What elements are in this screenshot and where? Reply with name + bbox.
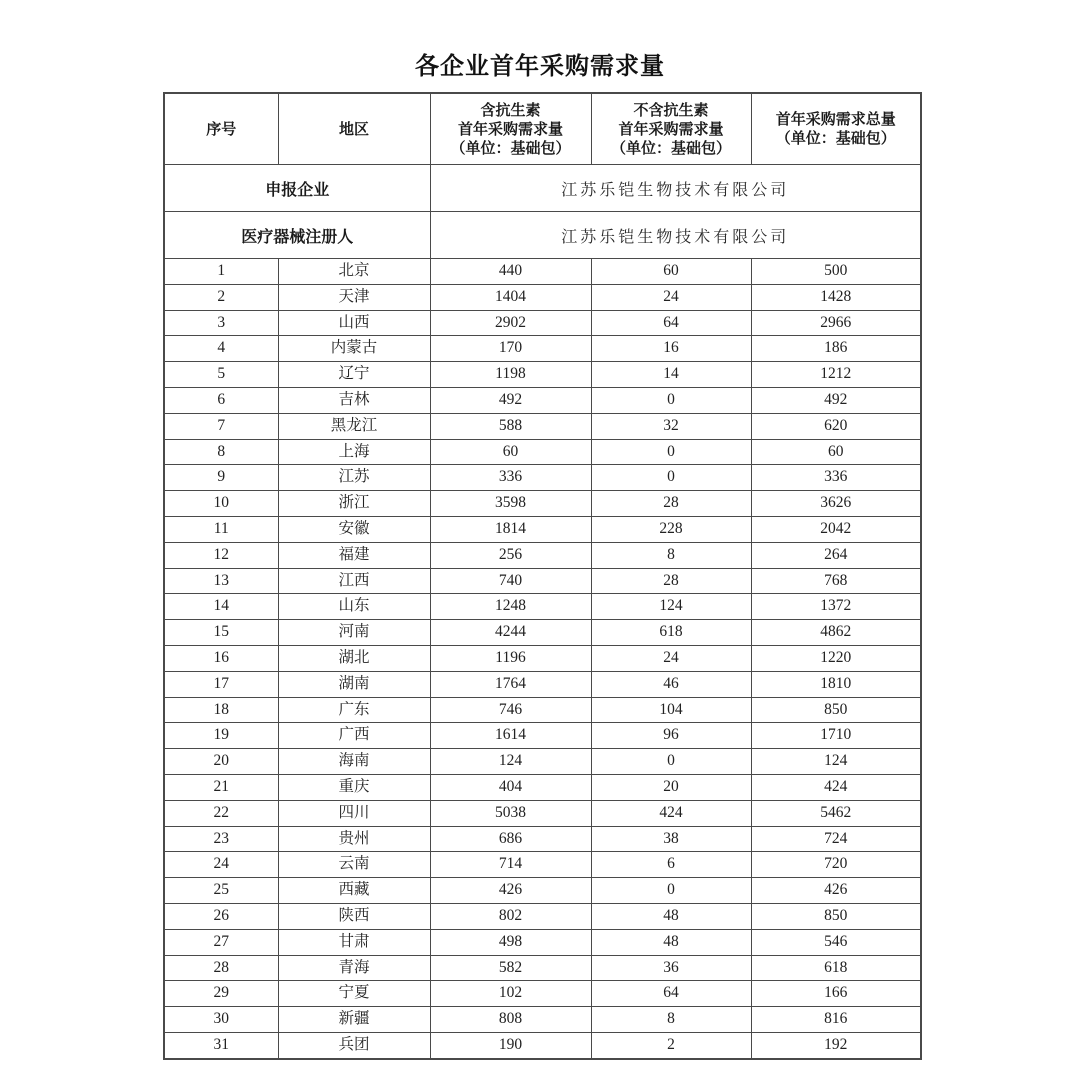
table-row xyxy=(164,697,921,723)
total-cell: 192 xyxy=(751,1032,921,1058)
row-number: 1 xyxy=(164,259,278,285)
with-antibiotics-cell: 4244 xyxy=(430,620,591,646)
total-cell: 5462 xyxy=(751,800,921,826)
with-antibiotics-cell: 1764 xyxy=(430,671,591,697)
total-cell: 720 xyxy=(751,852,921,878)
with-antibiotics-cell: 336 xyxy=(430,465,591,491)
table-row xyxy=(164,981,921,1007)
table-row xyxy=(164,878,921,904)
table-row xyxy=(164,310,921,336)
row-number: 17 xyxy=(164,671,278,697)
header-line: 序号 xyxy=(206,120,237,138)
row-number: 21 xyxy=(164,774,278,800)
header-line: 首年采购需求量 xyxy=(618,120,724,138)
header-region xyxy=(278,93,430,165)
region-cell: 青海 xyxy=(278,955,430,981)
table-row xyxy=(164,1032,921,1058)
row-number: 7 xyxy=(164,413,278,439)
table-row xyxy=(164,645,921,671)
table-row xyxy=(164,749,921,775)
row-number: 10 xyxy=(164,491,278,517)
row-number: 9 xyxy=(164,465,278,491)
header-line: 地区 xyxy=(338,120,369,138)
without-antibiotics-cell: 0 xyxy=(591,878,751,904)
without-antibiotics-cell: 6 xyxy=(591,852,751,878)
table-row xyxy=(164,826,921,852)
region-cell: 河南 xyxy=(278,620,430,646)
header-line: （单位：基础包） xyxy=(450,139,571,157)
region-cell: 西藏 xyxy=(278,878,430,904)
without-antibiotics-cell: 16 xyxy=(591,336,751,362)
total-cell: 4862 xyxy=(751,620,921,646)
header-line: 首年采购需求总量 xyxy=(775,111,896,128)
with-antibiotics-cell: 3598 xyxy=(430,491,591,517)
row-number: 28 xyxy=(164,955,278,981)
without-antibiotics-cell: 14 xyxy=(591,362,751,388)
with-antibiotics-cell: 492 xyxy=(430,387,591,413)
total-cell: 492 xyxy=(751,387,921,413)
table-row xyxy=(164,413,921,439)
with-antibiotics-cell: 440 xyxy=(430,259,591,285)
without-antibiotics-cell: 64 xyxy=(591,981,751,1007)
table-row xyxy=(164,594,921,620)
region-cell: 福建 xyxy=(278,542,430,568)
row-number: 29 xyxy=(164,981,278,1007)
total-cell: 816 xyxy=(751,1007,921,1033)
total-cell: 724 xyxy=(751,826,921,852)
row-number: 31 xyxy=(164,1032,278,1058)
region-cell: 云南 xyxy=(278,852,430,878)
with-antibiotics-cell: 802 xyxy=(430,903,591,929)
region-cell: 北京 xyxy=(278,259,430,285)
row-number: 15 xyxy=(164,620,278,646)
region-cell: 宁夏 xyxy=(278,981,430,1007)
with-antibiotics-cell: 740 xyxy=(430,568,591,594)
table-row xyxy=(164,542,921,568)
row-number: 23 xyxy=(164,826,278,852)
with-antibiotics-cell: 190 xyxy=(430,1032,591,1058)
row-number: 27 xyxy=(164,929,278,955)
header-line: 不含抗生素 xyxy=(633,101,709,119)
table-row xyxy=(164,336,921,362)
total-cell: 850 xyxy=(751,903,921,929)
region-cell: 黑龙江 xyxy=(278,413,430,439)
without-antibiotics-cell: 36 xyxy=(591,955,751,981)
table-row xyxy=(164,620,921,646)
header-without-antibiotics xyxy=(591,93,751,165)
header-line: （单位：基础包） xyxy=(610,139,731,157)
table-row xyxy=(164,723,921,749)
without-antibiotics-cell: 28 xyxy=(591,491,751,517)
with-antibiotics-cell: 1196 xyxy=(430,645,591,671)
total-cell: 2042 xyxy=(751,516,921,542)
region-cell: 天津 xyxy=(278,284,430,310)
region-cell: 湖南 xyxy=(278,671,430,697)
with-antibiotics-cell: 2902 xyxy=(430,310,591,336)
with-antibiotics-cell: 124 xyxy=(430,749,591,775)
info-rows xyxy=(164,165,921,259)
with-antibiotics-cell: 426 xyxy=(430,878,591,904)
with-antibiotics-cell: 102 xyxy=(430,981,591,1007)
with-antibiotics-cell: 588 xyxy=(430,413,591,439)
total-cell: 850 xyxy=(751,697,921,723)
table-row xyxy=(164,671,921,697)
region-cell: 四川 xyxy=(278,800,430,826)
total-cell: 186 xyxy=(751,336,921,362)
table-row xyxy=(164,259,921,285)
region-cell: 陕西 xyxy=(278,903,430,929)
row-number: 6 xyxy=(164,387,278,413)
row-number: 12 xyxy=(164,542,278,568)
info-row-registrant xyxy=(164,212,921,259)
region-cell: 江西 xyxy=(278,568,430,594)
region-cell: 山西 xyxy=(278,310,430,336)
total-cell: 424 xyxy=(751,774,921,800)
without-antibiotics-cell: 618 xyxy=(591,620,751,646)
with-antibiotics-cell: 1248 xyxy=(430,594,591,620)
with-antibiotics-cell: 746 xyxy=(430,697,591,723)
total-cell: 500 xyxy=(751,259,921,285)
table-row xyxy=(164,362,921,388)
region-cell: 上海 xyxy=(278,439,430,465)
without-antibiotics-cell: 0 xyxy=(591,465,751,491)
row-number: 20 xyxy=(164,749,278,775)
without-antibiotics-cell: 0 xyxy=(591,387,751,413)
total-cell: 620 xyxy=(751,413,921,439)
with-antibiotics-cell: 1614 xyxy=(430,723,591,749)
table-row xyxy=(164,800,921,826)
without-antibiotics-cell: 228 xyxy=(591,516,751,542)
table-row xyxy=(164,1007,921,1033)
without-antibiotics-cell: 0 xyxy=(591,749,751,775)
with-antibiotics-cell: 808 xyxy=(430,1007,591,1033)
total-cell: 336 xyxy=(751,465,921,491)
without-antibiotics-cell: 2 xyxy=(591,1032,751,1058)
region-cell: 浙江 xyxy=(278,491,430,517)
table-row xyxy=(164,439,921,465)
total-cell: 60 xyxy=(751,439,921,465)
with-antibiotics-cell: 1198 xyxy=(430,362,591,388)
applicant-value: 江苏乐铠生物技术有限公司 xyxy=(430,165,921,212)
with-antibiotics-cell: 714 xyxy=(430,852,591,878)
total-cell: 166 xyxy=(751,981,921,1007)
region-cell: 兵团 xyxy=(278,1032,430,1058)
table-row xyxy=(164,774,921,800)
row-number: 14 xyxy=(164,594,278,620)
total-cell: 124 xyxy=(751,749,921,775)
with-antibiotics-cell: 256 xyxy=(430,542,591,568)
total-cell: 546 xyxy=(751,929,921,955)
without-antibiotics-cell: 24 xyxy=(591,645,751,671)
table-row xyxy=(164,568,921,594)
header-with-antibiotics xyxy=(430,93,591,165)
table-row xyxy=(164,955,921,981)
table-row xyxy=(164,284,921,310)
without-antibiotics-cell: 0 xyxy=(591,439,751,465)
with-antibiotics-cell: 5038 xyxy=(430,800,591,826)
total-cell: 1212 xyxy=(751,362,921,388)
region-cell: 广西 xyxy=(278,723,430,749)
with-antibiotics-cell: 60 xyxy=(430,439,591,465)
without-antibiotics-cell: 48 xyxy=(591,929,751,955)
total-cell: 1428 xyxy=(751,284,921,310)
without-antibiotics-cell: 24 xyxy=(591,284,751,310)
without-antibiotics-cell: 20 xyxy=(591,774,751,800)
row-number: 3 xyxy=(164,310,278,336)
region-cell: 海南 xyxy=(278,749,430,775)
without-antibiotics-cell: 104 xyxy=(591,697,751,723)
total-cell: 1810 xyxy=(751,671,921,697)
with-antibiotics-cell: 170 xyxy=(430,336,591,362)
without-antibiotics-cell: 64 xyxy=(591,310,751,336)
registrant-label: 医疗器械注册人 xyxy=(164,212,430,259)
table-row xyxy=(164,491,921,517)
row-number: 18 xyxy=(164,697,278,723)
table-row xyxy=(164,903,921,929)
region-cell: 江苏 xyxy=(278,465,430,491)
without-antibiotics-cell: 46 xyxy=(591,671,751,697)
row-number: 16 xyxy=(164,645,278,671)
row-number: 5 xyxy=(164,362,278,388)
without-antibiotics-cell: 38 xyxy=(591,826,751,852)
total-cell: 1220 xyxy=(751,645,921,671)
applicant-label: 申报企业 xyxy=(164,165,430,212)
total-cell: 264 xyxy=(751,542,921,568)
region-cell: 内蒙古 xyxy=(278,336,430,362)
without-antibiotics-cell: 124 xyxy=(591,594,751,620)
row-number: 30 xyxy=(164,1007,278,1033)
with-antibiotics-cell: 1814 xyxy=(430,516,591,542)
without-antibiotics-cell: 424 xyxy=(591,800,751,826)
total-cell: 1372 xyxy=(751,594,921,620)
row-number: 22 xyxy=(164,800,278,826)
region-cell: 贵州 xyxy=(278,826,430,852)
table-row xyxy=(164,465,921,491)
region-cell: 广东 xyxy=(278,697,430,723)
row-number: 2 xyxy=(164,284,278,310)
region-cell: 辽宁 xyxy=(278,362,430,388)
row-number: 8 xyxy=(164,439,278,465)
total-cell: 1710 xyxy=(751,723,921,749)
table-row xyxy=(164,387,921,413)
without-antibiotics-cell: 60 xyxy=(591,259,751,285)
row-number: 11 xyxy=(164,516,278,542)
total-cell: 618 xyxy=(751,955,921,981)
row-number: 26 xyxy=(164,903,278,929)
with-antibiotics-cell: 686 xyxy=(430,826,591,852)
region-cell: 甘肃 xyxy=(278,929,430,955)
without-antibiotics-cell: 28 xyxy=(591,568,751,594)
without-antibiotics-cell: 32 xyxy=(591,413,751,439)
total-cell: 426 xyxy=(751,878,921,904)
row-number: 13 xyxy=(164,568,278,594)
row-number: 24 xyxy=(164,852,278,878)
table-body xyxy=(164,259,921,1059)
header-total xyxy=(751,93,921,165)
region-cell: 吉林 xyxy=(278,387,430,413)
row-number: 4 xyxy=(164,336,278,362)
with-antibiotics-cell: 1404 xyxy=(430,284,591,310)
row-number: 19 xyxy=(164,723,278,749)
without-antibiotics-cell: 96 xyxy=(591,723,751,749)
row-number: 25 xyxy=(164,878,278,904)
procurement-table xyxy=(163,92,922,1060)
with-antibiotics-cell: 404 xyxy=(430,774,591,800)
region-cell: 新疆 xyxy=(278,1007,430,1033)
total-cell: 2966 xyxy=(751,310,921,336)
without-antibiotics-cell: 8 xyxy=(591,542,751,568)
info-row-applicant xyxy=(164,165,921,212)
header-line: 含抗生素 xyxy=(480,101,541,119)
header-serial xyxy=(164,93,278,165)
region-cell: 湖北 xyxy=(278,645,430,671)
region-cell: 重庆 xyxy=(278,774,430,800)
total-cell: 3626 xyxy=(751,491,921,517)
header-line: （单位：基础包） xyxy=(775,130,896,147)
table-row xyxy=(164,516,921,542)
region-cell: 山东 xyxy=(278,594,430,620)
header-row xyxy=(164,93,921,165)
total-cell: 768 xyxy=(751,568,921,594)
without-antibiotics-cell: 48 xyxy=(591,903,751,929)
page-title: 各企业首年采购需求量 xyxy=(415,53,665,80)
header-line: 首年采购需求量 xyxy=(457,120,563,138)
registrant-value: 江苏乐铠生物技术有限公司 xyxy=(430,212,921,259)
without-antibiotics-cell: 8 xyxy=(591,1007,751,1033)
with-antibiotics-cell: 582 xyxy=(430,955,591,981)
table-row xyxy=(164,852,921,878)
region-cell: 安徽 xyxy=(278,516,430,542)
with-antibiotics-cell: 498 xyxy=(430,929,591,955)
table-row xyxy=(164,929,921,955)
